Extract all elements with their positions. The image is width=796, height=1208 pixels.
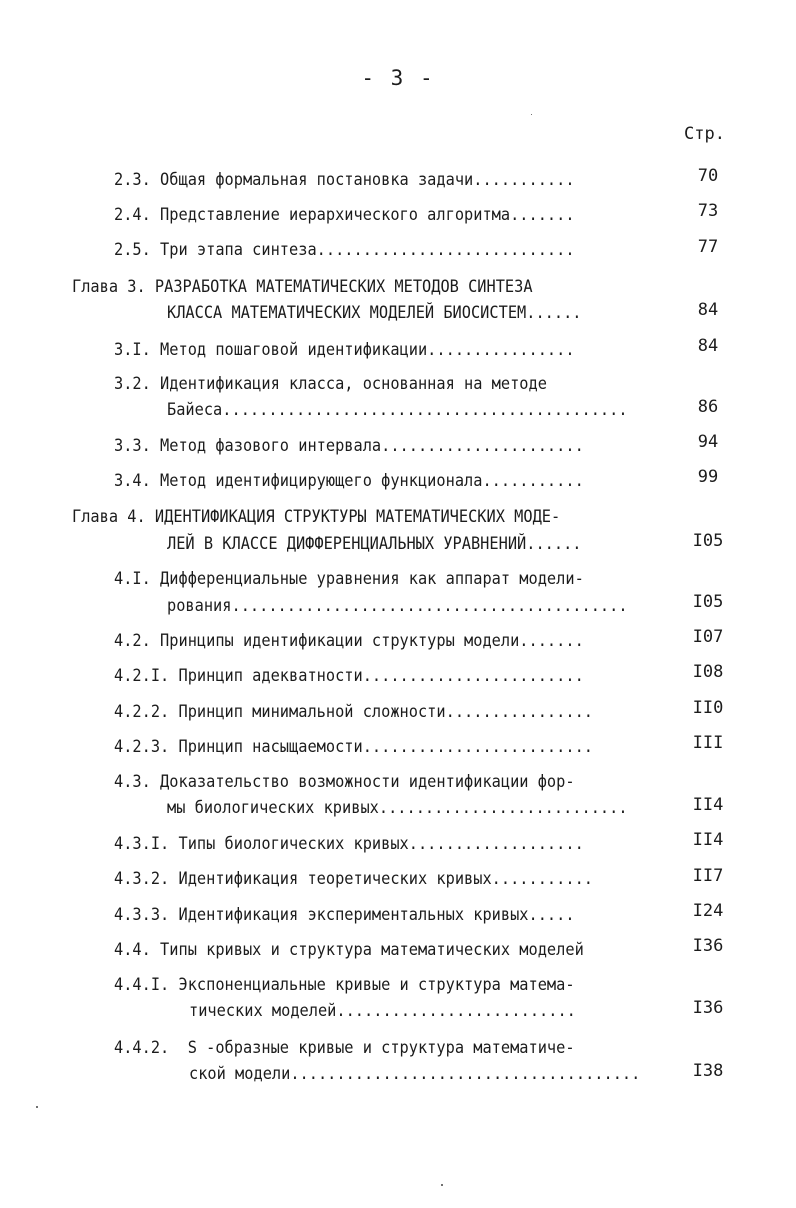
- toc-entry-3-3-page: 94: [697, 432, 719, 452]
- toc-entry-4-2-1-page: I08: [692, 662, 724, 682]
- toc-entry-2-5-text: 2.5. Три этапа синтеза............................: [114, 240, 575, 260]
- toc-entry-3-4-text: 3.4. Метод идентифицирующего функционала...........: [114, 471, 584, 491]
- toc-entry-4-2-3-page: III: [692, 733, 724, 753]
- toc-entry-4-4-2-line-2: ской модели......................................: [189, 1064, 641, 1084]
- toc-entry-2-3-page: 70: [697, 166, 719, 186]
- scan-speck: [531, 114, 532, 115]
- toc-chapter-3-page: 84: [697, 300, 719, 320]
- toc-entry-4-4-1-page: I36: [692, 998, 724, 1018]
- toc-entry-2-3-text: 2.3. Общая формальная постановка задачи...........: [114, 170, 575, 190]
- toc-entry-4-4-2-line-1: 4.4.2. S -образные кривые и структура математиче-: [114, 1038, 575, 1058]
- toc-entry-4-3-page: II4: [692, 795, 724, 815]
- toc-entry-4-4-text: 4.4. Типы кривых и структура математических моделей: [114, 940, 584, 960]
- toc-entry-4-2-3-text: 4.2.3. Принцип насыщаемости.........................: [114, 737, 593, 757]
- toc-entry-4-3-line-1: 4.3. Доказательство возможности идентификации фор-: [114, 772, 575, 792]
- toc-entry-4-3-1-page: II4: [692, 830, 724, 850]
- toc-entry-4-4-2-page: I38: [692, 1061, 724, 1081]
- toc-entry-3-2-line-2: Байеса............................................: [167, 400, 628, 420]
- toc-chapter-4-page: I05: [692, 531, 724, 551]
- toc-chapter-3-line-2: КЛАССА МАТЕМАТИЧЕСКИХ МОДЕЛЕЙ БИОСИСТЕМ......: [167, 303, 582, 323]
- toc-entry-3-1-text: 3.I. Метод пошаговой идентификации................: [114, 340, 575, 360]
- toc-entry-2-4-page: 73: [697, 201, 719, 221]
- toc-entry-4-4-page: I36: [692, 936, 724, 956]
- toc-entry-4-2-1-text: 4.2.I. Принцип адекватности........................: [114, 666, 584, 686]
- toc-entry-4-3-3-page: I24: [692, 901, 724, 921]
- toc-chapter-3-line-1: Глава 3. РАЗРАБОТКА МАТЕМАТИЧЕСКИХ МЕТОДОВ СИНТЕЗА: [72, 277, 533, 297]
- toc-entry-4-1-page: I05: [692, 592, 724, 612]
- toc-entry-4-4-1-line-1: 4.4.I. Экспоненциальные кривые и структура матема-: [114, 975, 575, 995]
- toc-entry-4-2-text: 4.2. Принципы идентификации структуры модели.......: [114, 631, 584, 651]
- toc-entry-4-3-2-text: 4.3.2. Идентификация теоретических кривых...........: [114, 869, 593, 889]
- scan-speck: [36, 1106, 38, 1108]
- toc-chapter-4-line-2: ЛЕЙ В КЛАССЕ ДИФФЕРЕНЦИАЛЬНЫХ УРАВНЕНИЙ......: [167, 534, 582, 554]
- toc-entry-3-2-line-1: 3.2. Идентификация класса, основанная на методе: [114, 374, 547, 394]
- toc-entry-4-3-line-2: мы биологических кривых...........................: [167, 798, 628, 818]
- toc-entry-4-4-1-line-2: тических моделей..........................: [189, 1001, 576, 1021]
- page-number: - 3 -: [361, 66, 435, 90]
- toc-entry-3-3-text: 3.3. Метод фазового интервала......................: [114, 436, 584, 456]
- scan-speck: [441, 1184, 443, 1186]
- toc-entry-4-2-2-text: 4.2.2. Принцип минимальной сложности................: [114, 702, 593, 722]
- toc-entry-4-3-2-page: II7: [692, 866, 724, 886]
- toc-chapter-4-line-1: Глава 4. ИДЕНТИФИКАЦИЯ СТРУКТУРЫ МАТЕМАТИЧЕСКИХ МОДЕ-: [72, 507, 561, 527]
- toc-entry-4-2-2-page: II0: [692, 698, 724, 718]
- toc-entry-2-5-page: 77: [697, 237, 719, 257]
- toc-entry-4-2-page: I07: [692, 627, 724, 647]
- toc-entry-3-4-page: 99: [697, 467, 719, 487]
- toc-entry-2-4-text: 2.4. Представление иерархического алгоритма.......: [114, 205, 575, 225]
- toc-entry-4-3-1-text: 4.3.I. Типы биологических кривых...................: [114, 834, 584, 854]
- toc-entry-4-1-line-2: рования...........................................: [167, 596, 628, 616]
- toc-entry-3-2-page: 86: [697, 397, 719, 417]
- toc-entry-3-1-page: 84: [697, 336, 719, 356]
- toc-entry-4-3-3-text: 4.3.3. Идентификация экспериментальных кривых.....: [114, 905, 575, 925]
- toc-entry-4-1-line-1: 4.I. Дифференциальные уравнения как аппарат модели-: [114, 569, 584, 589]
- page-column-header: Стр.: [684, 124, 725, 144]
